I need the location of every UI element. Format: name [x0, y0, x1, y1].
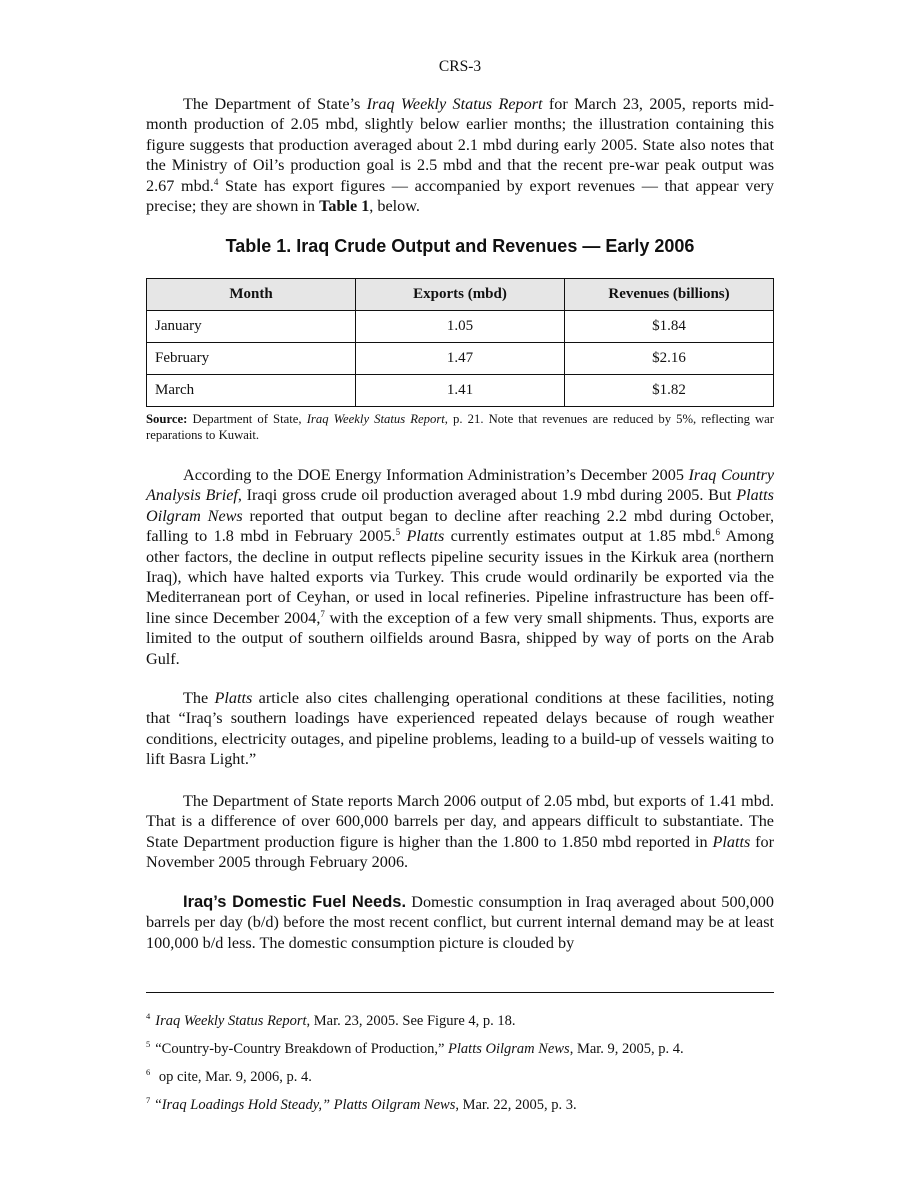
footnote-ref-5[interactable]: 5	[395, 527, 401, 538]
cell-revenues: $2.16	[565, 343, 774, 375]
cell-exports: 1.05	[356, 311, 565, 343]
table-title: Table 1. Iraq Crude Output and Revenues — Early 2006	[225, 236, 695, 256]
footnote-ref-7[interactable]: 7	[320, 608, 325, 619]
cell-exports: 1.47	[356, 343, 565, 375]
cell-month: February	[147, 343, 356, 375]
footnote-ref-6[interactable]: 6	[715, 527, 720, 538]
footnote-6: $^6$ op cite, Mar. 9, 2006, p. 4.	[146, 1067, 312, 1085]
paragraph-1: The Department of State’s Iraq Weekly Status Report for March 23, 2005, reports mid-month production of 2.05 mbd, slightly below earlier months; the illustration containing this figure suggests that production averaged about 2.1 mbd during early 2005. State also notes that the Ministry of Oil’s production goal is 2.5 mbd and that the recent pre-war peak output was 2.67 mbd.$^4$ State has export figures — accompanied by export revenues — that appear very precise; they are shown in Table 1, below.	[146, 95, 775, 216]
crude-output-table	[146, 278, 774, 407]
table-header-row	[147, 279, 774, 311]
footnote-divider	[146, 992, 774, 993]
cell-exports: 1.41	[356, 375, 565, 407]
column-header-month: Month	[147, 279, 356, 311]
paragraph-5: Iraq’s Domestic Fuel Needs. Domestic consumption in Iraq averaged about 500,000 barrels per day (b/d) before the most recent conflict, but current internal demand may be at least 100,000 b/d less. The domestic consumption picture is clouded by	[146, 893, 774, 952]
cell-month: January	[147, 311, 356, 343]
column-header-revenues: Revenues (billions)	[565, 279, 774, 311]
footnote-7: $^7$ “Iraq Loadings Hold Steady,” Platts Oilgram News, Mar. 22, 2005, p. 3.	[146, 1095, 577, 1113]
cell-revenues: $1.82	[565, 375, 774, 407]
footnote-5: $^5$ “Country-by-Country Breakdown of Production,” Platts Oilgram News, Mar. 9, 2005, p. 4.	[146, 1039, 684, 1057]
column-header-exports: Exports (mbd)	[356, 279, 565, 311]
paragraph-4: The Department of State reports March 2006 output of 2.05 mbd, but exports of 1.41 mbd. That is a difference of over 600,000 barrels per day, and appears difficult to substantiate. The State Department production figure is higher than the 1.800 to 1.850 mbd reported in Platts for November 2005 through February 2006.	[146, 792, 775, 872]
paragraph-2: According to the DOE Energy Information Administration’s December 2005 Iraq Country Analysis Brief, Iraqi gross crude oil production averaged about 1.9 mbd during 2005. But Platts Oilgram News reported that output began to decline after reaching 2.2 mbd during October, falling to 1.8 mbd in February 2005.$^5$ Platts currently estimates output at 1.85 mbd.$^6$ Among other factors, the decline in output reflects pipeline security issues in the Kirkuk area (northern Iraq), which have halted exports via Turkey. This crude would ordinarily be exported via the Mediterranean port of Ceyhan, or used in local refineries. Pipeline infrastructure has been off-line since December 2004,$^7$ with the exception of a few very small shipments. Thus, exports are limited to the output of southern oilfields around Basra, shipped by way of ports on the Arab Gulf.	[146, 466, 775, 668]
table-source-note: Source: Department of State, Iraq Weekly Status Report, p. 21. Note that revenues are reduced by 5%, reflecting war reparations to Kuwait.	[146, 412, 775, 442]
table-row	[147, 375, 774, 407]
cell-revenues: $1.84	[565, 311, 774, 343]
paragraph-3: The Platts article also cites challenging operational conditions at these facilities, noting that “Iraq’s southern loadings have experienced repeated delays because of rough weather conditions, electricity outages, and pipeline problems, leading to a build-up of vessels waiting to lift Basra Light.”	[146, 689, 774, 769]
footnote-4: $^4$ Iraq Weekly Status Report, Mar. 23, 2005. See Figure 4, p. 18.	[146, 1011, 516, 1029]
cell-month: March	[147, 375, 356, 407]
table-row	[147, 311, 774, 343]
section-heading: Iraq’s Domestic Fuel Needs.	[183, 893, 407, 911]
page-number-header: CRS-3	[438, 58, 482, 75]
footnote-ref-4[interactable]: 4	[213, 176, 219, 187]
table-row	[147, 343, 774, 375]
